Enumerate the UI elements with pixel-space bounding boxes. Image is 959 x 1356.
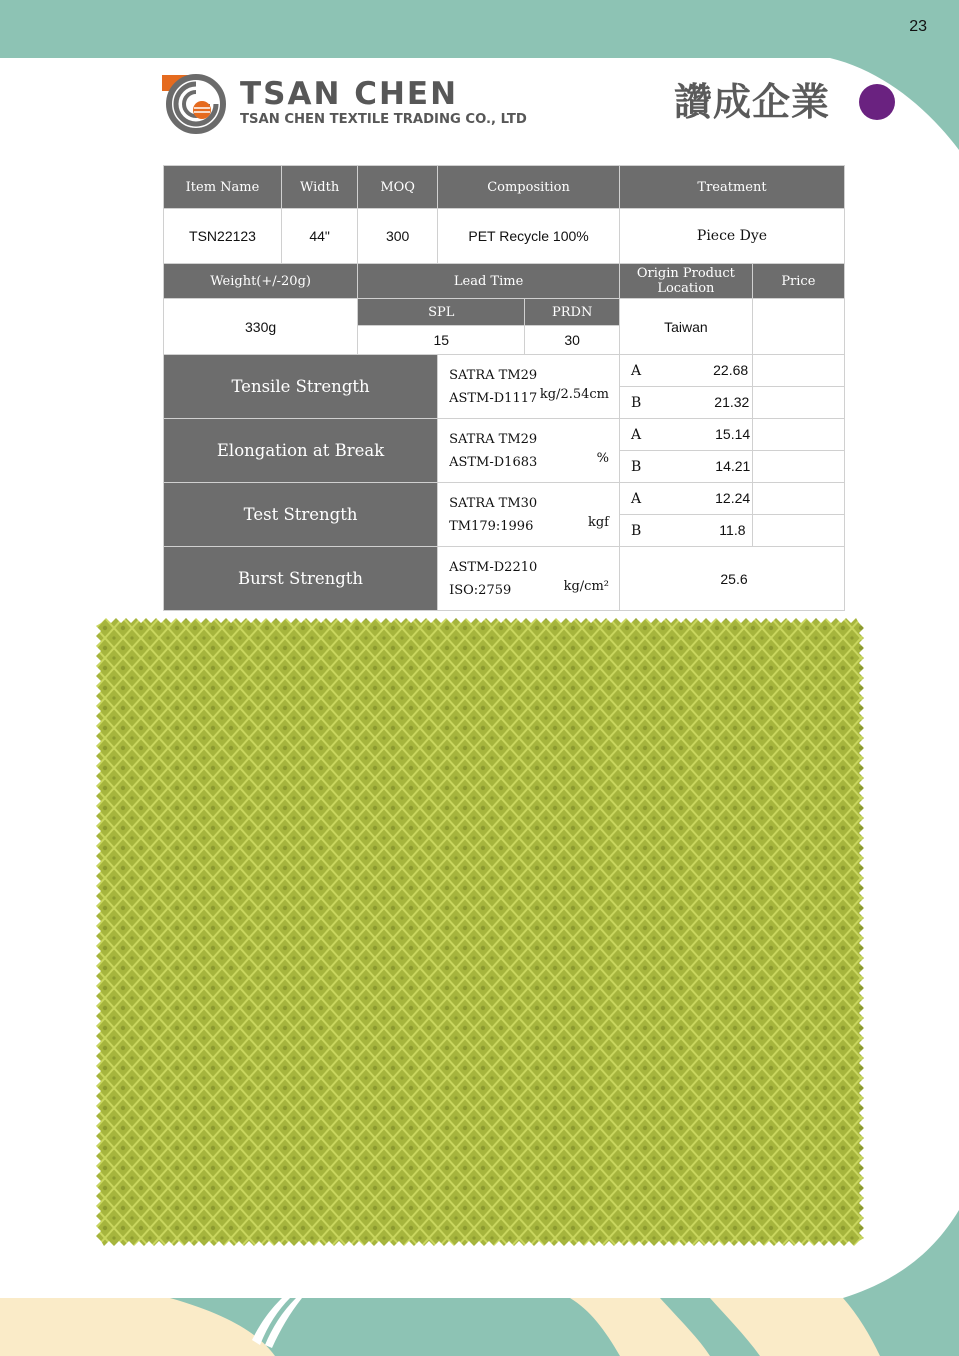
- header-prdn: PRDN: [525, 299, 620, 326]
- sample-a-label: A: [631, 427, 642, 443]
- sample-b-value: 21.32: [714, 394, 750, 410]
- test-method-burst: [438, 547, 620, 611]
- test-unit: kg/2.54cm: [539, 387, 609, 402]
- sample-b-value: 11.8: [719, 522, 746, 538]
- sample-a-row: [620, 483, 753, 515]
- test-name-test-strength: Test Strength: [164, 483, 438, 547]
- sample-b-row: [620, 387, 753, 419]
- sample-b-label: B: [631, 523, 642, 539]
- sample-a-value: 15.14: [715, 426, 751, 442]
- header-spl: SPL: [358, 299, 525, 326]
- header-item-name: Item Name: [164, 166, 282, 209]
- spec-table: [163, 165, 845, 611]
- header-lead-time: Lead Time: [358, 264, 620, 299]
- brand-subtitle: TSAN CHEN TEXTILE TRADING CO., LTD: [240, 112, 527, 127]
- brand-name: TSAN CHEN: [240, 76, 459, 112]
- method-line-1: SATRA TM30: [449, 495, 538, 511]
- test-unit: kg/cm²: [563, 579, 609, 594]
- purple-dot-icon: [859, 84, 895, 120]
- sample-a-value: 12.24: [715, 490, 751, 506]
- test-method-test-strength: [438, 483, 620, 547]
- test-value-burst: 25.6: [620, 547, 845, 611]
- brand-block: [240, 76, 527, 128]
- sample-a-label: A: [631, 491, 642, 507]
- method-line-1: SATRA TM29: [449, 431, 538, 447]
- method-line-2: ISO:2759: [449, 582, 512, 598]
- blank-cell: [752, 451, 844, 483]
- method-line-2: ASTM-D1683: [449, 454, 538, 470]
- header-width: Width: [282, 166, 358, 209]
- sample-a-value: 22.68: [713, 362, 749, 378]
- header-price: Price: [752, 264, 844, 299]
- brand-chinese-name: 讚成企業: [674, 80, 831, 124]
- sample-b-value: 14.21: [715, 458, 751, 474]
- value-weight: 330g: [164, 299, 358, 355]
- blank-cell: [752, 387, 844, 419]
- blank-cell: [752, 483, 844, 515]
- sample-a-row: [620, 419, 753, 451]
- header-origin: Origin Product Location: [620, 264, 753, 299]
- sample-b-label: B: [631, 459, 642, 475]
- header-weight: Weight(+/-20g): [164, 264, 358, 299]
- tsan-chen-swirl-logo-icon: [160, 72, 226, 134]
- method-line-1: ASTM-D2210: [449, 559, 538, 575]
- green-diamond-mesh-fabric-swatch-icon: [96, 618, 864, 1246]
- sample-b-row: [620, 515, 753, 547]
- blank-cell: [752, 419, 844, 451]
- value-moq: 300: [358, 209, 438, 264]
- header-treatment: Treatment: [620, 166, 845, 209]
- sample-a-row: [620, 355, 753, 387]
- blank-cell: [752, 355, 844, 387]
- test-unit: kgf: [587, 515, 609, 530]
- method-line-1: SATRA TM29: [449, 367, 538, 383]
- value-width: 44": [282, 209, 358, 264]
- method-line-2: ASTM-D1117: [449, 390, 538, 406]
- test-name-burst: Burst Strength: [164, 547, 438, 611]
- sample-a-label: A: [631, 363, 642, 379]
- page-number: 23: [909, 18, 927, 35]
- method-line-2: TM179:1996: [449, 518, 534, 534]
- value-spl: 15: [358, 326, 525, 355]
- value-composition: PET Recycle 100%: [438, 209, 620, 264]
- test-method-tensile: [438, 355, 620, 419]
- value-treatment: Piece Dye: [620, 209, 845, 264]
- sample-b-label: B: [631, 395, 642, 411]
- value-price: [752, 299, 844, 355]
- test-unit: %: [596, 451, 609, 466]
- header-composition: Composition: [438, 166, 620, 209]
- sample-b-row: [620, 451, 753, 483]
- value-item-name: TSN22123: [164, 209, 282, 264]
- blank-cell: [752, 515, 844, 547]
- test-name-tensile: Tensile Strength: [164, 355, 438, 419]
- test-name-elongation: Elongation at Break: [164, 419, 438, 483]
- value-prdn: 30: [525, 326, 620, 355]
- header-moq: MOQ: [358, 166, 438, 209]
- value-origin: Taiwan: [620, 299, 753, 355]
- test-method-elongation: [438, 419, 620, 483]
